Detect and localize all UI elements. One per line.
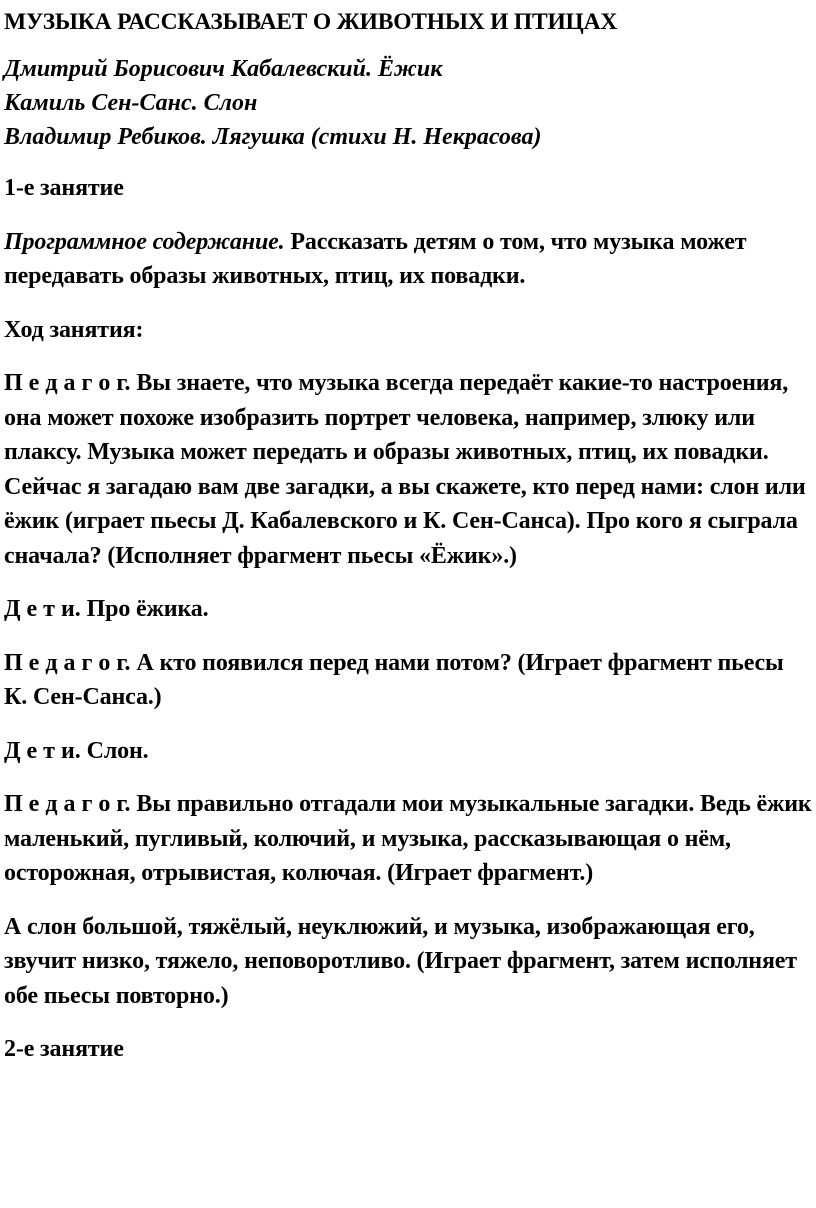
dialogue-paragraph-3 [4,646,812,715]
work-item-kabalevsky: Дмитрий Борисович Кабалевский. Ёжик [4,56,443,82]
program-label: Программное содержание. [4,228,285,255]
dialogue-text: Вы правильно отгадали мои музыкальные загадки. Ведь ёжик маленький, пугливый, колючий, и музыка, рассказывающая о нём, осторожная, отрывистая, колючая. (Играет фрагмент.) [4,791,812,886]
speaker-children: Д е т и. [4,596,81,622]
program-paragraph [4,225,812,294]
speaker-teacher: П е д а г о г. [4,791,131,817]
document-title: МУЗЫКА РАССКАЗЫВАЕТ О ЖИВОТНЫХ И ПТИЦАХ [4,9,618,35]
speaker-teacher: П е д а г о г. [4,370,131,396]
lesson-1-heading: 1-е занятие [4,175,124,201]
dialogue-text: Вы знаете, что музыка всегда передаёт какие-то настроения, она может похоже изобразить портрет человека, например, злюку или плаксу. Музыка может передать и образы животных, птиц, их повадки. Сейчас я загадаю вам две загадки, а вы скажете, кто перед нами: слон или ёжик (играет пьесы Д. Кабалевского и К. Сен-Санса). Про кого я сыграла сначала? (Исполняет фрагмент пьесы «Ёжик».) [4,370,806,569]
dialogue-paragraph-2 [4,592,812,627]
speaker-teacher: П е д а г о г. [4,649,131,676]
program-text: Рассказать детям о том, что музыка может передавать образы животных, птиц, их повадки. [4,228,747,289]
dialogue-text: Слон. [80,737,149,764]
dialogue-text: А кто появился перед нами потом? (Играет фрагмент пьесы К. Сен-Санса.) [4,649,784,710]
dialogue-text: Про ёжика. [80,596,209,622]
dialogue-paragraph-6: А слон большой, тяжёлый, неуклюжий, и музыка, изображающая его, звучит низко, тяжело, неповоротливо. (Играет фрагмент, затем исполняет обе пьесы повторно.) [4,913,797,1009]
speaker-children: Д е т и. [4,737,81,764]
work-item-saint-saens: Камиль Сен-Санс. Слон [4,90,258,116]
works-list [4,52,812,154]
document-page [4,6,812,1086]
dialogue-paragraph-1 [4,366,812,573]
dialogue-paragraph-4 [4,734,812,769]
lesson-2-heading: 2-е занятие [4,1036,124,1062]
dialogue-paragraph-5 [4,787,812,891]
course-heading: Ход занятия: [4,316,144,343]
work-item-rebikov: Владимир Ребиков. Лягушка (стихи Н. Некрасова) [4,124,542,150]
